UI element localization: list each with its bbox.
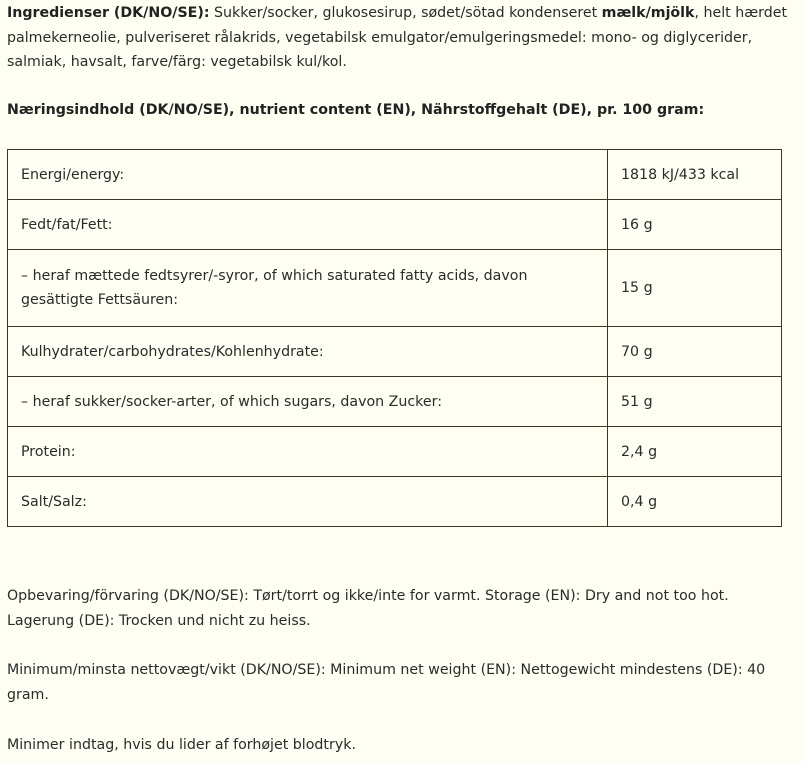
nutrient-label: Salt/Salz: — [8, 477, 608, 527]
ingredients-text-1: Sukker/socker, glukosesirup, sødet/sötad kondenseret — [209, 5, 602, 21]
ingredients-paragraph — [7, 1, 797, 75]
net-weight-paragraph: Minimum/minsta nettovægt/vikt (DK/NO/SE): Minimum net weight (EN): Nettogewicht mindestens (DE): 40 gram. — [7, 662, 766, 703]
nutrient-value: 0,4 g — [608, 477, 782, 527]
nutrient-label: Energi/energy: — [8, 150, 608, 200]
ingredients-label: Ingredienser (DK/NO/SE): — [7, 5, 210, 21]
storage-paragraph: Opbevaring/förvaring (DK/NO/SE): Tørt/torrt og ikke/inte for varmt. Storage (EN): Dry and not too hot. Lagerung (DE): Trocken und nicht zu heiss. — [7, 588, 729, 629]
ingredients-text-3: , helt hærdet palmekerneolie, pulveriseret rålakrids, vegetabilsk emulgator/emulgeringsmedel: mono- og diglycerider, salmiak, havsalt, farve/färg: vegetabilsk kul/kol. — [7, 5, 788, 71]
nutrient-value: 2,4 g — [608, 427, 782, 477]
nutrient-label: Protein: — [8, 427, 608, 477]
nutrient-value: 51 g — [608, 377, 782, 427]
nutrient-value: 15 g — [608, 250, 782, 327]
ingredients-milk: mælk/mjölk — [601, 5, 695, 21]
nutrient-label: Kulhydrater/carbohydrates/Kohlenhydrate: — [8, 327, 608, 377]
table-row — [8, 377, 782, 427]
nutrient-label: – heraf mættede fedtsyrer/-syror, of which saturated fatty acids, davon gesättigte Fettsäuren: — [8, 250, 608, 327]
nutrient-value: 70 g — [608, 327, 782, 377]
nutrient-label: Fedt/fat/Fett: — [8, 200, 608, 250]
nutrient-value: 16 g — [608, 200, 782, 250]
nutrition-heading: Næringsindhold (DK/NO/SE), nutrient content (EN), Nährstoffgehalt (DE), pr. 100 gram: — [7, 102, 705, 118]
table-row — [8, 150, 782, 200]
nutrition-table — [7, 149, 782, 527]
table-row — [8, 200, 782, 250]
table-row — [8, 327, 782, 377]
table-row — [8, 477, 782, 527]
nutrient-value: 1818 kJ/433 kcal — [608, 150, 782, 200]
table-row — [8, 250, 782, 327]
nutrient-label: – heraf sukker/socker-arter, of which sugars, davon Zucker: — [8, 377, 608, 427]
intake-advice-paragraph: Minimer indtag, hvis du lider af forhøjet blodtryk. — [7, 737, 356, 753]
table-row — [8, 427, 782, 477]
